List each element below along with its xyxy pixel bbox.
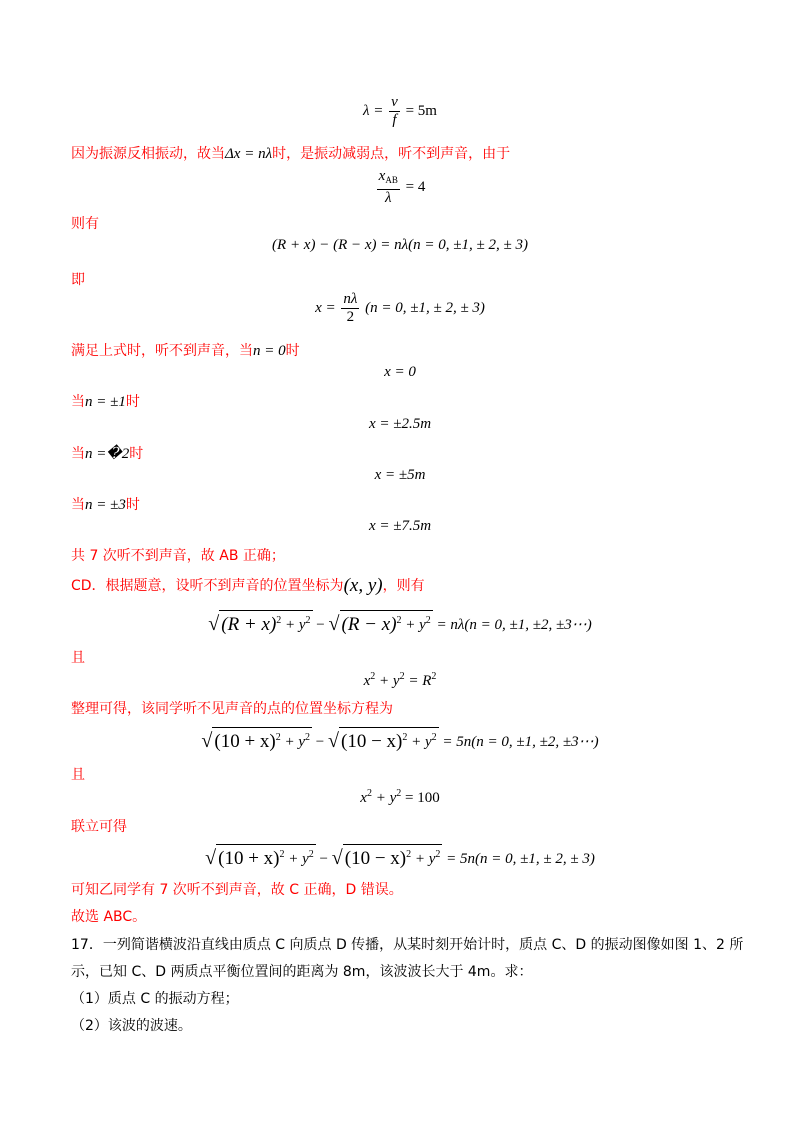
- label-qie-2: 且: [71, 767, 85, 783]
- text-segment: 当: [71, 497, 85, 513]
- paragraph-conclusion: 可知乙同学有 7 次听不到声音，故 C 正确，D 错误。: [71, 882, 403, 898]
- radicand-term: (10 − x): [344, 848, 407, 869]
- eq-rhs: = 5n(n = 0, ±1, ± 2, ± 3): [446, 851, 595, 867]
- inline-math: n = 0: [253, 343, 286, 359]
- paragraph-total: 共 7 次听不到声音，故 AB 正确；: [71, 548, 285, 564]
- paragraph-satisfy: [71, 340, 300, 360]
- fraction: [341, 291, 359, 326]
- text-segment: CD．根据题意，设听不到声音的位置坐标为: [71, 578, 344, 594]
- case-n2: [71, 443, 143, 463]
- case-n1: [71, 391, 140, 411]
- inline-math: n = ±3: [85, 497, 126, 513]
- radicand: $(R - x)^2 + y^2$: [340, 610, 433, 634]
- eq-lambda-lhs: λ =: [363, 102, 384, 119]
- label-lianli: 联立可得: [71, 819, 127, 835]
- text-segment: 时，是振动减弱点，听不到声音，由于: [272, 146, 511, 162]
- eq-text: x = ±2.5m: [368, 416, 432, 432]
- fraction: [389, 94, 400, 129]
- radicand: $(10 + x)^2 + y^2$: [212, 727, 312, 751]
- label-qie-1: 且: [71, 650, 85, 666]
- eq-term: x: [363, 673, 371, 689]
- equation-circle: $x^2 + y^2 = R^2$: [363, 671, 437, 689]
- fraction: [377, 168, 400, 207]
- equation-circle-100: $x^2 + y^2 = 100$: [360, 788, 440, 806]
- text-segment: 当: [71, 446, 85, 462]
- text-segment: 因为振源反相振动，故当: [71, 146, 225, 162]
- equation-wavelength: [0, 94, 800, 129]
- eq-term: + y: [379, 673, 400, 689]
- fraction-denominator: λ: [385, 190, 392, 206]
- text-segment: 时: [129, 446, 144, 462]
- inline-math: n = ±1: [85, 394, 126, 410]
- radicand-term: (10 − x): [341, 731, 403, 752]
- var-x: x: [378, 168, 386, 184]
- case-n3: [71, 494, 140, 514]
- radicand: $(10 - x)^2 + y^2$: [343, 844, 443, 868]
- inline-math: (x, y): [343, 575, 383, 596]
- equation-path-difference: [0, 237, 800, 254]
- radical-sign: √: [331, 847, 343, 869]
- equation-final-sqrt: √ $(10 + x)^2 + y^2$ − √ $(10 - x)^2 + y^2 = 5n(n = 0$, ±1, ± 2, ± 3): [0, 844, 800, 870]
- eq-lambda-rhs: = 5m: [405, 102, 437, 119]
- inline-math: Δx = nλ: [225, 146, 273, 162]
- text-segment: ，则有: [382, 578, 425, 594]
- radical-sign: √: [328, 613, 340, 635]
- equation-specific-sqrt: √ $(10 + x)^2 + y^2$ − √ $(10 - x)^2 + y^2 = 5n(n = 0$, ±1, ±2, ±3⋯): [0, 727, 800, 753]
- radicand: $(10 - x)^2 + y^2$: [339, 727, 439, 751]
- eq-x-rhs: (n = 0, ±1, ± 2, ± 3): [365, 299, 485, 316]
- text-segment: 时: [125, 497, 140, 513]
- paragraph-reverse-phase: [71, 143, 510, 163]
- label-ji: 即: [71, 272, 85, 288]
- eq-term: = 100: [404, 790, 440, 806]
- radicand: $(R + x)^2 + y^2$: [219, 610, 312, 634]
- paragraph-arrange: 整理可得，该同学听不见声音的点的位置坐标方程为: [71, 701, 393, 717]
- equation-x-position: [0, 291, 800, 326]
- equation-general-sqrt: √ $(R + x)^2 + y^2$ − √ $(R - x)^2 + y^2 = n\lambda(n = 0$, ±1, ±2, ±3⋯): [0, 610, 800, 636]
- equation-x2: [0, 467, 800, 484]
- fraction-numerator: v: [391, 94, 398, 110]
- radicand-term: (10 + x): [218, 848, 280, 869]
- label-zeyou: 则有: [71, 216, 99, 232]
- eq-term: x: [360, 790, 367, 806]
- fraction-denominator: 2: [346, 309, 355, 325]
- eq-x-lhs: x =: [315, 299, 336, 316]
- text-segment: 时: [285, 343, 300, 359]
- eq-term: + y: [375, 790, 397, 806]
- equation-x1: [0, 416, 800, 433]
- eq-term: = R: [408, 673, 432, 689]
- text-segment: 当: [71, 394, 85, 410]
- text-segment: 满足上式时，听不到声音，当: [71, 343, 253, 359]
- fraction-denominator: f: [392, 112, 397, 128]
- equation-ratio: [0, 168, 800, 207]
- eq-rhs: = 5n(n = 0, ±1, ±2, ±3⋯): [442, 734, 599, 750]
- radical-sign: √: [205, 847, 217, 869]
- eq-rhs: = nλ(n = 0, ±1, ±2, ±3⋯): [436, 617, 592, 633]
- question-17-part-1: （1）质点 C 的振动方程；: [71, 991, 239, 1007]
- radical-sign: √: [208, 613, 220, 635]
- fraction-numerator: nλ: [343, 291, 358, 307]
- radical-sign: √: [328, 730, 339, 752]
- question-17-part-2: （2）该波的波速。: [71, 1018, 192, 1034]
- radicand-term: (R − x): [341, 614, 397, 635]
- radicand-term: (R + x): [221, 614, 277, 635]
- paragraph-answer: 故选 ABC。: [71, 909, 147, 925]
- radicand-term: (10 + x): [214, 731, 276, 752]
- fraction-numerator: [377, 168, 400, 190]
- eq-text: x = 0: [384, 364, 416, 380]
- question-17-line-1: 17．一列简谐横波沿直线由质点 C 向质点 D 传播，从某时刻开始计时，质点 C、D 的振动图像如图 1、2 所: [71, 937, 744, 953]
- radical-sign: √: [201, 730, 213, 752]
- text-segment: 时: [125, 394, 140, 410]
- radicand: $(10 + x)^2 + y^2$: [216, 844, 316, 868]
- equation-x0: [0, 364, 800, 381]
- eq-ratio-rhs: = 4: [405, 178, 426, 195]
- eq-path-text: (R + x) − (R − x) = nλ(n = 0, ±1, ± 2, ± 3): [272, 237, 528, 253]
- paragraph-cd: [71, 575, 425, 597]
- question-17-line-2: 示，已知 C、D 两质点平衡位置间的距离为 8m，该波波长大于 4m。求：: [71, 964, 533, 980]
- eq-text: x = ±5m: [374, 467, 426, 483]
- inline-math: n =�2: [85, 446, 130, 462]
- eq-text: x = ±7.5m: [368, 518, 432, 534]
- subscript: AB: [385, 175, 398, 185]
- equation-x3: [0, 518, 800, 535]
